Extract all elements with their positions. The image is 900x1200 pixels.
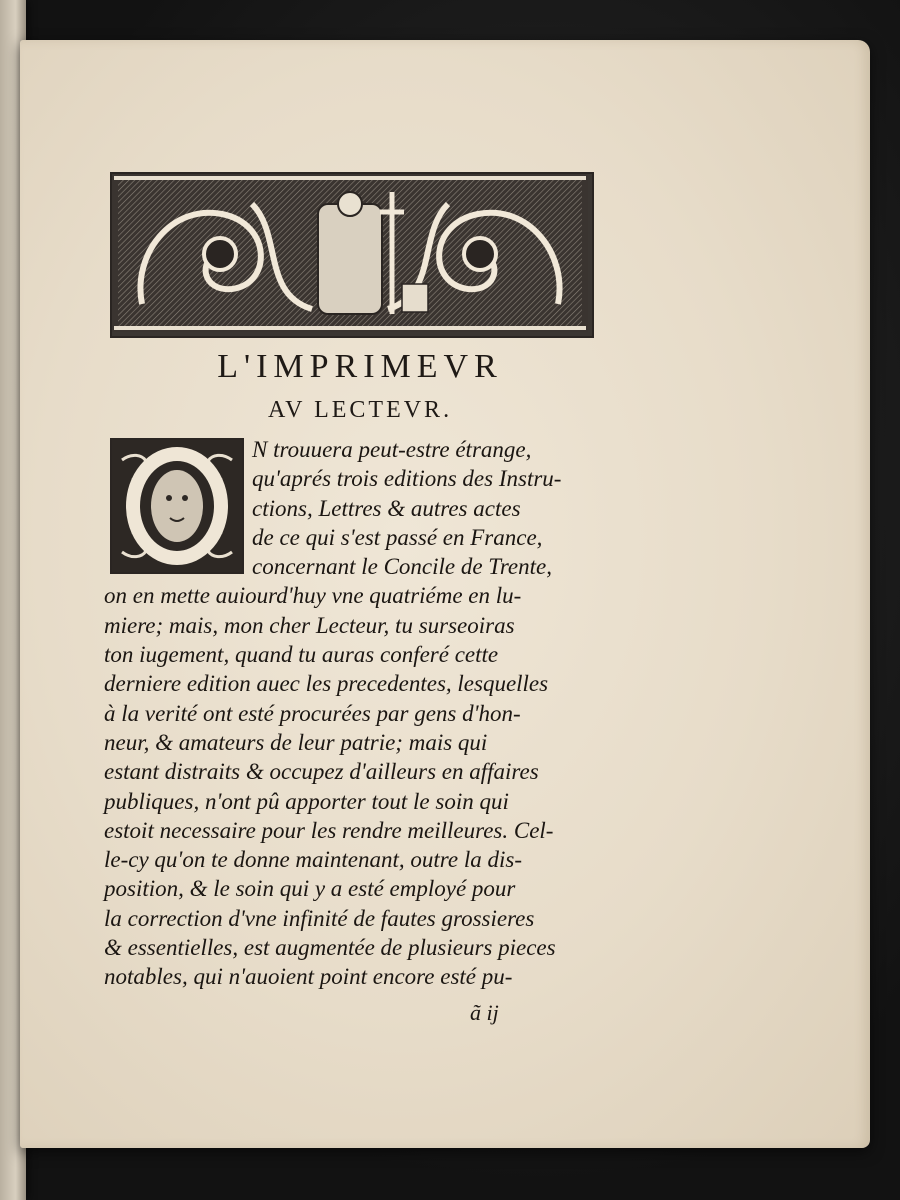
body-line: derniere edition auec les precedentes, lesquelles bbox=[104, 671, 549, 697]
body-line: ctions, Lettres & autres actes bbox=[252, 495, 521, 521]
body-line: position, & le soin qui y a esté employé pour bbox=[104, 876, 516, 902]
woodcut-headpiece bbox=[110, 172, 594, 338]
body-line: N trouuera peut-estre étrange, bbox=[252, 437, 532, 462]
body-line: estoit necessaire pour les rendre meilleures. Cel- bbox=[104, 817, 554, 843]
body-line: & essentielles, est augmentée de plusieurs pieces bbox=[104, 935, 556, 961]
body-line: notables, qui n'auoient point encore esté pu- bbox=[104, 964, 513, 990]
body-line: à la verité ont esté procurées par gens d'hon- bbox=[104, 700, 521, 726]
body-line: concernant le Concile de Trente, bbox=[252, 554, 552, 580]
body-line: le-cy qu'on te donne maintenant, outre la dis- bbox=[104, 847, 522, 873]
body-line: estant distraits & occupez d'ailleurs en affaires bbox=[104, 759, 539, 785]
body-line: on en mette auiourd'huy vne quatriéme en lu- bbox=[104, 583, 522, 609]
body-line: neur, & amateurs de leur patrie; mais qui bbox=[104, 729, 488, 755]
title-line-2: AV LECTEVR. bbox=[267, 397, 453, 423]
body-line: de ce qui s'est passé en France, bbox=[252, 524, 543, 550]
body-line: qu'aprés trois editions des Instru- bbox=[252, 466, 562, 492]
title-line-1: L'IMPRIMEVR bbox=[217, 348, 503, 385]
body-line: ton iugement, quand tu auras conferé cette bbox=[104, 642, 499, 668]
body-line: la correction d'vne infinité de fautes grossieres bbox=[104, 905, 535, 931]
body-text bbox=[104, 435, 584, 992]
page-title bbox=[110, 345, 610, 427]
body-line: publiques, n'ont pû apporter tout le soin qui bbox=[104, 788, 509, 814]
body-line: miere; mais, mon cher Lecteur, tu surseoiras bbox=[104, 612, 515, 638]
signature-mark: ã ij bbox=[470, 1000, 499, 1025]
